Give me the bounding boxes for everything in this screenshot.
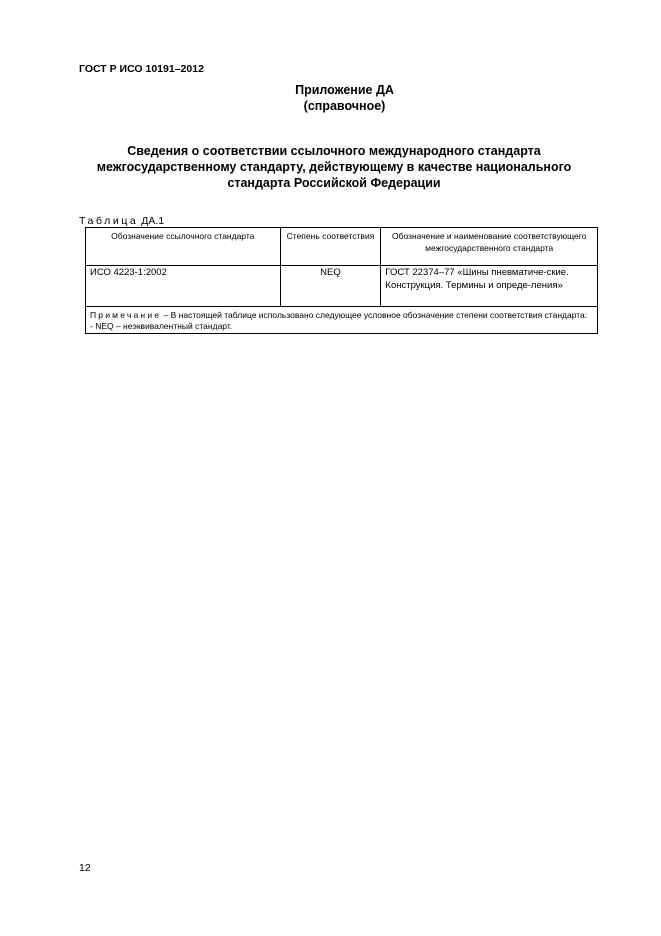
table-note-row	[86, 307, 598, 334]
column-header-national: Обозначение и наименование соответствующего межгосударственного стандарта	[381, 228, 598, 266]
section-heading-line-3: стандарта Российской Федерации	[227, 176, 441, 190]
cell-degree: NEQ	[280, 266, 381, 307]
standard-code: ГОСТ Р ИСО 10191–2012	[79, 63, 204, 75]
table-caption-word: Таблица	[79, 215, 139, 227]
page-number: 12	[79, 862, 91, 874]
column-header-reference: Обозначение ссылочного стандарта	[86, 228, 281, 266]
table-caption-number: ДА.1	[141, 215, 165, 227]
table-header-row	[86, 228, 598, 266]
cell-national: ГОСТ 22374–77 «Шины пневматиче-ские. Конструкция. Термины и опреде-ления»	[381, 266, 598, 307]
correspondence-table	[85, 227, 598, 334]
table-row	[86, 266, 598, 307]
cell-reference: ИСО 4223-1:2002	[86, 266, 281, 307]
table-note	[86, 307, 598, 334]
section-heading	[84, 143, 584, 191]
note-text: – В настоящей таблице использовано следующее условное обозначение степени соответствия стандарта:	[161, 310, 588, 320]
annex-subtitle: (справочное)	[303, 99, 386, 113]
section-heading-line-2: межгосударственному стандарту, действующему в качестве национального	[96, 160, 572, 174]
section-heading-line-1: Сведения о соответствии ссылочного международного стандарта	[127, 144, 541, 158]
annex-heading	[0, 82, 661, 114]
table-caption	[79, 215, 164, 227]
column-header-degree: Степень соответствия	[280, 228, 381, 266]
annex-title: Приложение ДА	[295, 83, 394, 97]
note-item: - NEQ – неэквивалентный стандарт.	[90, 321, 233, 331]
note-label: Примечание	[90, 310, 162, 320]
